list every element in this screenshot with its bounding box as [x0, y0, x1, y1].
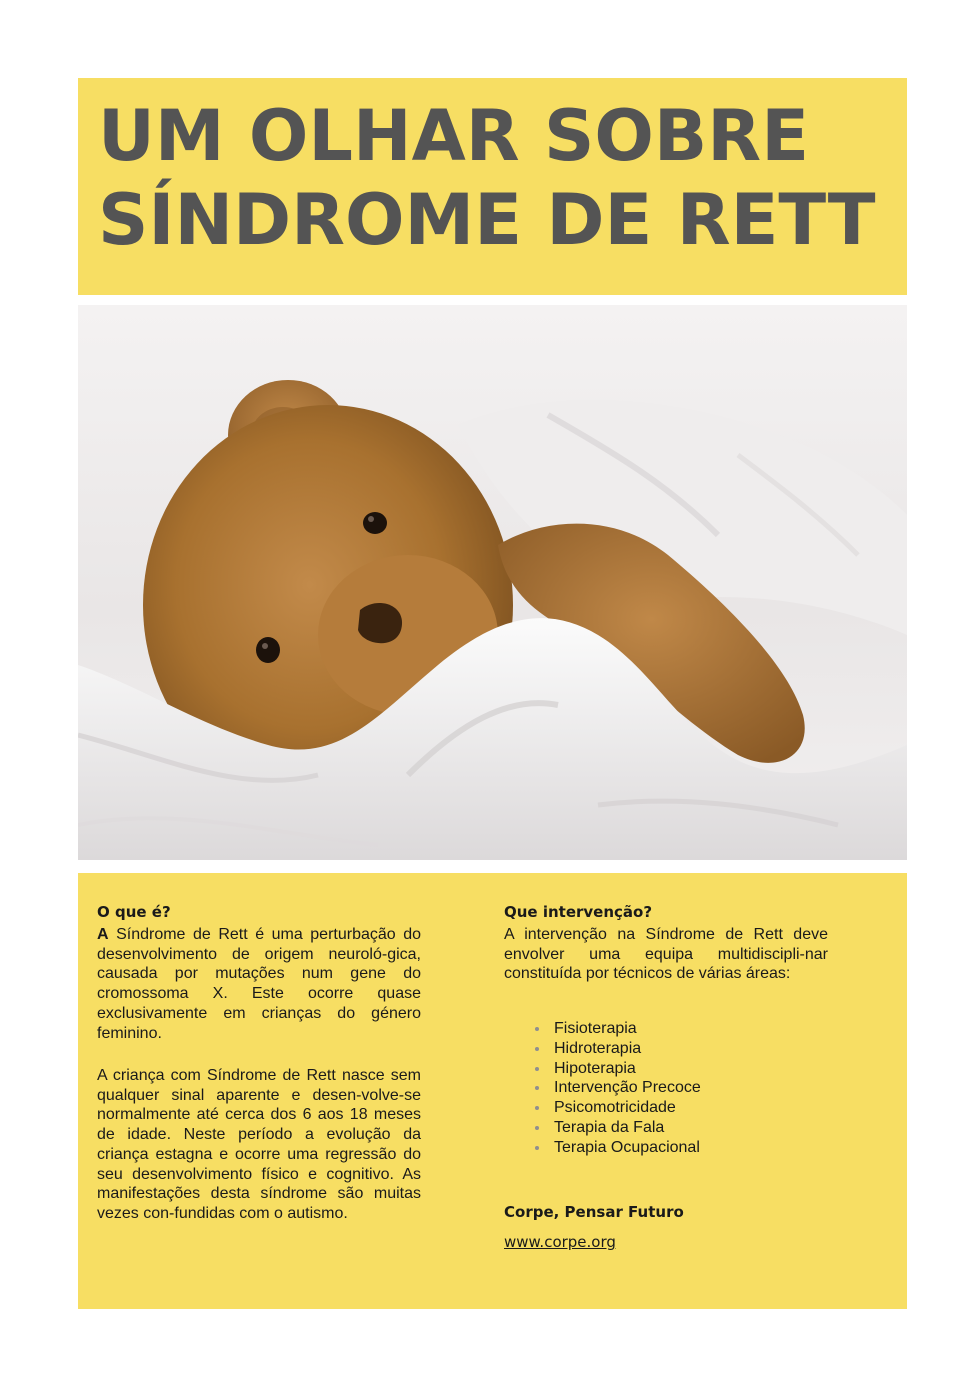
list-item: Fisioterapia [530, 1019, 701, 1039]
list-item: Psicomotricidade [530, 1098, 701, 1118]
bullet-icon [535, 1106, 539, 1110]
info-panel [78, 873, 907, 1309]
bullet-icon [535, 1047, 539, 1051]
website-link[interactable]: www.corpe.org [504, 1233, 616, 1251]
definition-lead: A [97, 926, 109, 943]
bullet-icon [535, 1067, 539, 1071]
intervention-paragraph: A intervenção na Síndrome de Rett deve envolver uma equipa multidiscipli-nar constituída por técnicos de várias áreas: [504, 926, 828, 983]
bullet-icon [535, 1146, 539, 1150]
development-paragraph: A criança com Síndrome de Rett nasce sem qualquer sinal aparente e desen-volve-se normalmente até cerca dos 6 aos 18 meses de idade. Neste período a evolução da criança estagna e ocorre uma regressão do seu desenvolvimento físico e cognitivo. As manifestações desta síndrome são muitas vezes con-fundidas com o autismo. [97, 1067, 421, 1222]
page-title-line-1: UM OLHAR SOBRE [98, 95, 810, 177]
therapy-list [530, 1019, 701, 1158]
list-item: Hidroterapia [530, 1039, 701, 1059]
list-item: Terapia da Fala [530, 1118, 701, 1138]
definition-paragraph [97, 925, 421, 1043]
bullet-icon [535, 1027, 539, 1031]
intervention-heading: Que intervenção? [504, 903, 653, 921]
definition-text: Síndrome de Rett é uma perturbação do desenvolvimento de origem neuroló-gica, causada por mutações num gene do cromossoma X. Este ocorre quase exclusivamente em crianças do género feminino. [97, 926, 421, 1042]
list-item: Hipoterapia [530, 1059, 701, 1079]
teddy-bear-photo [78, 305, 907, 860]
what-is-heading: O que é? [97, 903, 171, 921]
list-item: Intervenção Precoce [530, 1078, 701, 1098]
organization-name: Corpe, Pensar Futuro [504, 1203, 684, 1221]
bullet-icon [535, 1086, 539, 1090]
page-title-line-2: SÍNDROME DE RETT [98, 179, 876, 261]
bullet-icon [535, 1126, 539, 1130]
title-banner [78, 78, 907, 295]
list-item: Terapia Ocupacional [530, 1138, 701, 1158]
